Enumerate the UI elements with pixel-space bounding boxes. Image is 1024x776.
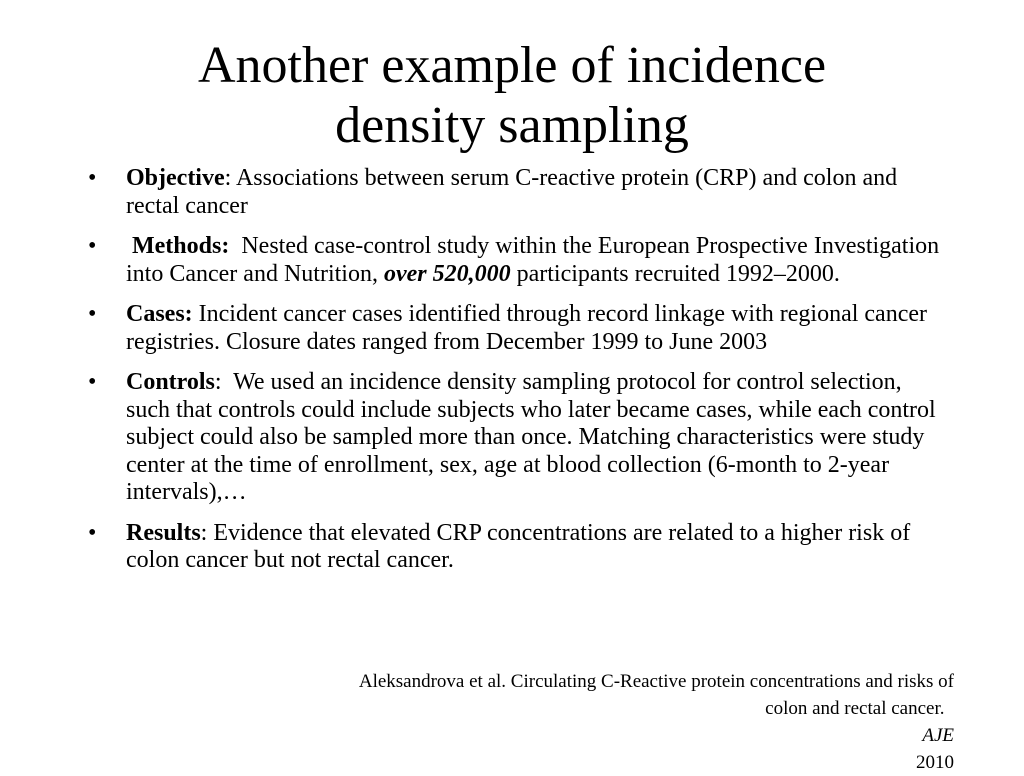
bullet-marker: •	[88, 233, 97, 259]
bullet-marker: •	[88, 519, 97, 546]
bullet-controls	[88, 369, 948, 507]
bullet-label: Methods:	[132, 233, 230, 259]
slide-title	[112, 36, 912, 156]
bullet-body	[126, 369, 948, 507]
bullet-methods	[88, 233, 948, 288]
bullet-emphasis: over 520,000	[383, 260, 511, 287]
bullet-label: Controls	[126, 369, 215, 395]
title-line-2: density sampling	[335, 97, 689, 154]
bullet-marker: •	[88, 369, 97, 395]
bullet-text: : Evidence that elevated CRP concentrations are related to a higher risk of colon cancer but not rectal cancer.	[126, 519, 911, 573]
bullet-label: Results	[126, 519, 201, 546]
citation	[194, 668, 954, 776]
bullet-body	[126, 165, 948, 220]
bullet-label: Objective	[126, 165, 225, 191]
bullet-list	[88, 165, 948, 588]
bullet-text: : Associations between serum C-reactive protein (CRP) and colon and rectal cancer	[126, 165, 898, 219]
bullet-results	[88, 520, 948, 575]
citation-journal: AJE	[922, 725, 954, 746]
bullet-text: Incident cancer cases identified through record linkage with regional cancer registries. Closure dates ranged from December 1999 to June 2003	[126, 301, 927, 355]
citation-line-1: Aleksandrova et al. Circulating C-Reactive protein concentrations and risks of	[358, 671, 954, 692]
bullet-body	[126, 520, 948, 575]
bullet-body	[126, 301, 948, 356]
bullet-text: : We used an incidence density sampling protocol for control selection, such that controls could include subjects who later became cases, while each control subject could also be sampled more than once. Matching characteristics were study center at the time of enrollment, sex, age at blood collection (6-month to 2-year intervals),…	[126, 369, 942, 505]
citation-text: colon and rectal cancer.	[765, 698, 954, 719]
bullet-cases	[88, 301, 948, 356]
citation-year: 2010	[911, 752, 954, 773]
bullet-text-after: participants recruited 1992–2000.	[510, 260, 840, 287]
bullet-objective	[88, 165, 948, 220]
bullet-marker: •	[88, 165, 97, 191]
bullet-text: Nested case-control study within the European Prospective Investigation into Cancer and Nutrition,	[126, 233, 946, 287]
bullet-body	[126, 233, 948, 288]
title-line-1: Another example of incidence	[197, 37, 827, 94]
bullet-marker: •	[88, 301, 97, 327]
bullet-label: Cases:	[126, 301, 193, 327]
citation-line-2	[194, 695, 954, 776]
